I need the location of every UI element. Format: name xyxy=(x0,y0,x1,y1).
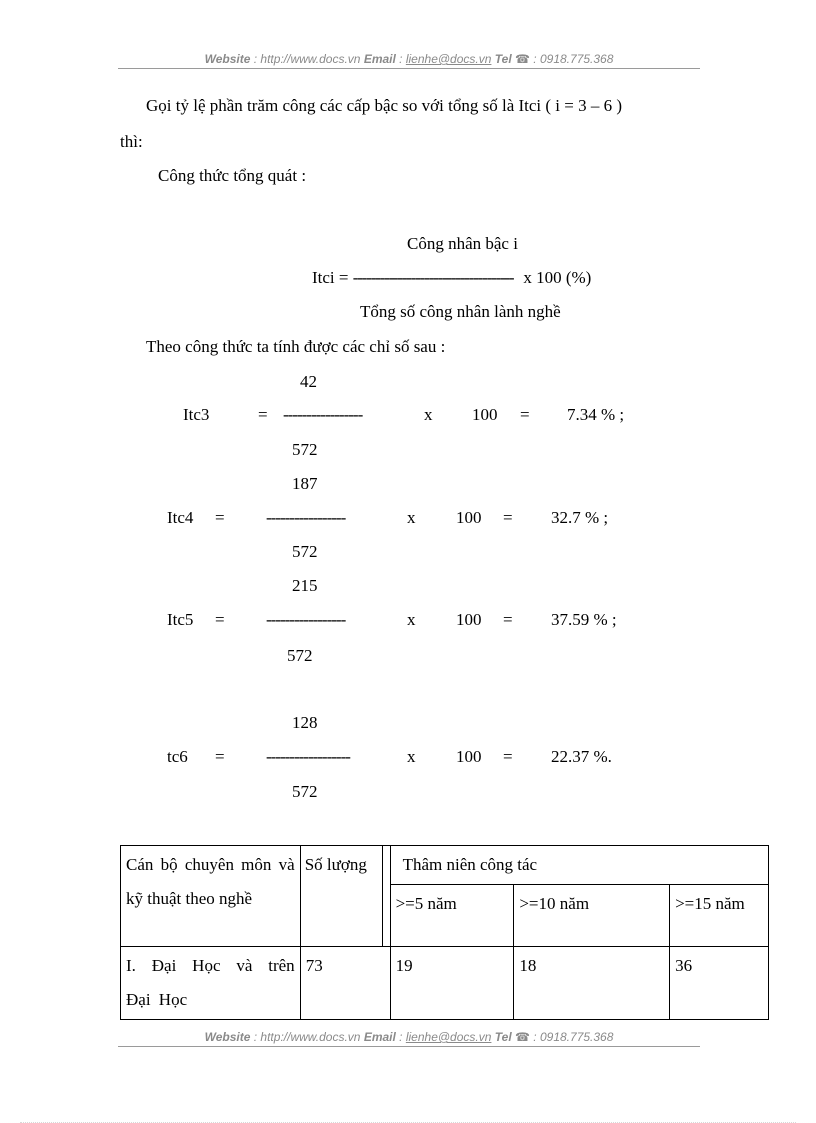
tel-value: 0918.775.368 xyxy=(539,1030,614,1044)
formula-lhs: Itci = xyxy=(312,268,353,287)
formula-line xyxy=(312,268,591,288)
header-quantity: Số lượng xyxy=(300,846,382,947)
tel-value: 0918.775.368 xyxy=(539,52,614,66)
calc-eq2: = xyxy=(503,508,513,527)
calc-dashes: ----------------- xyxy=(266,508,346,527)
calc-result: 22.37 %. xyxy=(551,747,612,766)
calc-dashes: ----------------- xyxy=(266,610,346,629)
phone-icon: ☎ xyxy=(515,52,530,66)
calc-eq: = xyxy=(258,405,268,424)
formula-dashes: ------------------------------------ xyxy=(352,268,514,287)
email-link[interactable]: lienhe@docs.vn xyxy=(405,52,492,66)
tel-label: Tel xyxy=(494,52,512,66)
page-header: Website : http://www.docs.vn Email : lienhe@docs.vn Tel ☎ : 0918.775.368 xyxy=(118,52,700,69)
formula-rhs: x 100 (%) xyxy=(523,268,592,287)
calc-numerator: 187 xyxy=(292,474,318,493)
calc-result: 37.59 % ; xyxy=(551,610,617,629)
subheader-15y: >=15 năm xyxy=(670,885,769,947)
calc-eq: = xyxy=(215,610,225,629)
page-footer: Website : http://www.docs.vn Email : lienhe@docs.vn Tel ☎ : 0918.775.368 xyxy=(118,1030,700,1047)
email-label: Email xyxy=(363,52,396,66)
formula-denominator: Tổng số công nhân lành nghề xyxy=(360,302,561,321)
calc-intro: Theo công thức ta tính được các chỉ số sau : xyxy=(146,337,446,356)
header-category: Cán bộ chuyên môn và kỹ thuật theo nghề xyxy=(121,846,301,947)
staff-table xyxy=(120,845,769,1020)
calc-hundred: 100 xyxy=(472,405,498,424)
formula-numerator: Công nhân bậc i xyxy=(407,234,518,253)
calc-name: Itc3 xyxy=(183,405,210,424)
calc-numerator: 42 xyxy=(300,372,317,391)
intro-line-2: thì: xyxy=(120,132,143,151)
calc-numerator: 215 xyxy=(292,576,318,595)
email-link[interactable]: lienhe@docs.vn xyxy=(405,1030,492,1044)
phone-icon: ☎ xyxy=(515,1030,530,1044)
calc-dashes: ------------------ xyxy=(266,747,350,766)
calc-hundred: 100 xyxy=(456,747,482,766)
calc-eq2: = xyxy=(503,610,513,629)
calc-eq2: = xyxy=(503,747,513,766)
tel-label: Tel xyxy=(494,1030,512,1044)
table-header-row xyxy=(121,846,769,885)
website-label: Website xyxy=(204,52,251,66)
subheader-10y: >=10 năm xyxy=(514,885,670,947)
calc-denominator: 572 xyxy=(292,542,318,561)
email-label: Email xyxy=(363,1030,396,1044)
calc-result: 7.34 % ; xyxy=(567,405,625,424)
row-5y: 19 xyxy=(390,947,514,1020)
calc-eq: = xyxy=(215,508,225,527)
calc-hundred: 100 xyxy=(456,508,482,527)
general-formula-label: Công thức tổng quát : xyxy=(158,166,307,185)
calc-times: x xyxy=(424,405,433,424)
website-link[interactable]: http://www.docs.vn xyxy=(260,1030,361,1044)
website-link[interactable]: http://www.docs.vn xyxy=(260,52,361,66)
row-10y: 18 xyxy=(514,947,670,1020)
calc-eq2: = xyxy=(520,405,530,424)
calc-times: x xyxy=(407,610,416,629)
subheader-5y: >=5 năm xyxy=(390,885,514,947)
calc-eq: = xyxy=(215,747,225,766)
calc-name: tc6 xyxy=(167,747,188,766)
intro-line-1: Gọi tỷ lệ phần trăm công các cấp bậc so với tổng số là Itci ( i = 3 – 6 ) xyxy=(146,96,623,115)
calc-times: x xyxy=(407,508,416,527)
table-row xyxy=(121,947,769,1020)
row-15y: 36 xyxy=(670,947,769,1020)
calc-denominator: 572 xyxy=(292,440,318,459)
calc-denominator: 572 xyxy=(287,646,313,665)
calc-name: Itc4 xyxy=(167,508,194,527)
calc-name: Itc5 xyxy=(167,610,194,629)
row-category: I. Đại Học và trên Đại Học xyxy=(121,947,301,1020)
website-label: Website xyxy=(204,1030,251,1044)
calc-numerator: 128 xyxy=(292,713,318,732)
header-seniority: Thâm niên công tác xyxy=(390,846,768,885)
calc-dashes: ----------------- xyxy=(283,405,363,424)
row-quantity: 73 xyxy=(300,947,390,1020)
calc-times: x xyxy=(407,747,416,766)
calc-result: 32.7 % ; xyxy=(551,508,609,527)
calc-hundred: 100 xyxy=(456,610,482,629)
calc-denominator: 572 xyxy=(292,782,318,801)
